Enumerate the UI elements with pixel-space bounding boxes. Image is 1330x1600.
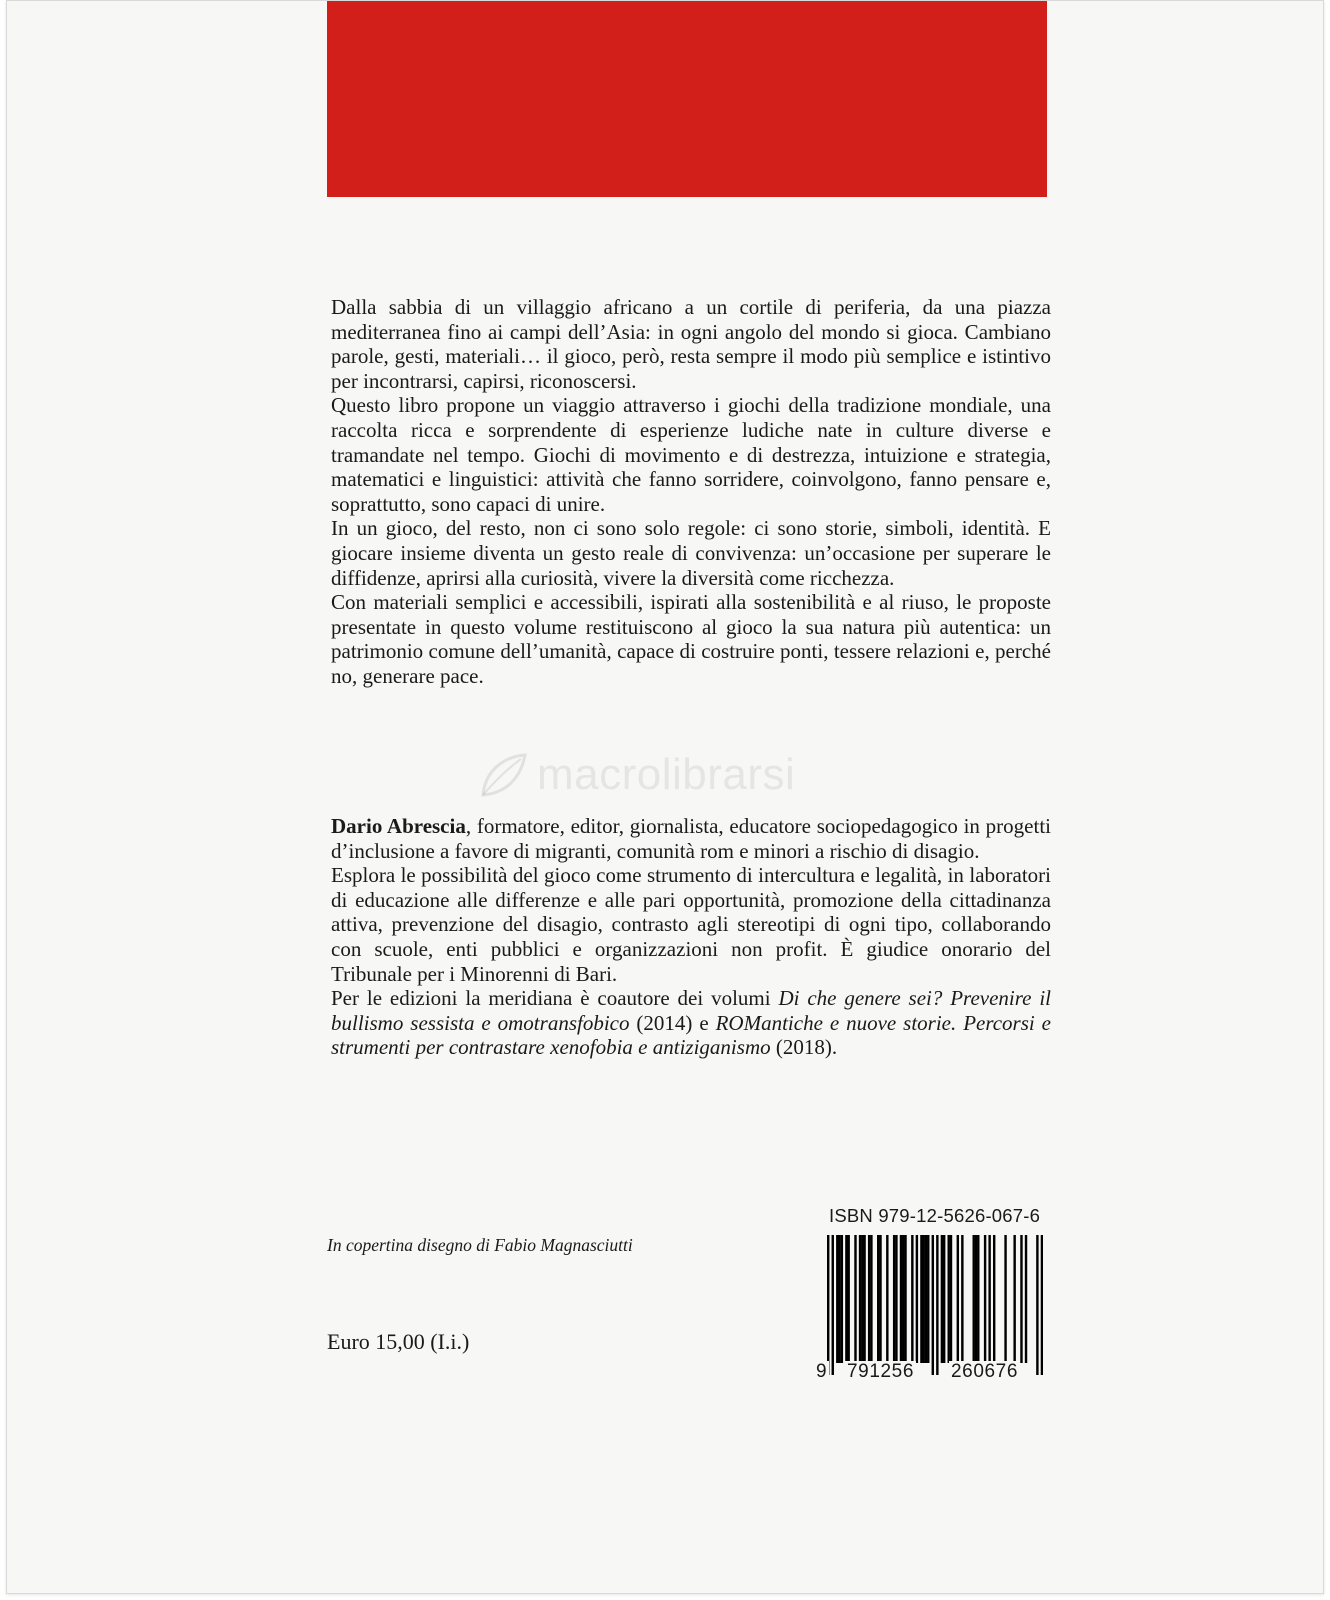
barcode-bar: [948, 1235, 950, 1363]
barcode-bar: [973, 1235, 975, 1363]
author-bio-paragraph: [331, 814, 1051, 863]
blurb-paragraph: In un gioco, del resto, non ci sono solo regole: ci sono storie, simboli, identità. E giocare insieme diventa un gesto reale di convivenza: un’occasione per superare le diffidenze, aprirsi alla curiosità, vivere la diversità come ricchezza.: [331, 516, 1051, 590]
author-bio-text: Per le edizioni la meridiana è coautore dei volumi: [331, 986, 779, 1011]
watermark-text: macrolibrarsi: [537, 750, 796, 799]
barcode-bar: [957, 1235, 959, 1363]
barcode-bar: [943, 1235, 945, 1363]
barcode-bar: [932, 1235, 934, 1375]
barcode-bar: [886, 1235, 888, 1363]
barcode-bar: [961, 1235, 963, 1363]
barcode-bar: [993, 1235, 995, 1363]
barcode-bar: [984, 1235, 986, 1363]
barcode-bar: [859, 1235, 861, 1363]
barcode-bar: [870, 1235, 872, 1363]
book-back-cover: [6, 0, 1324, 1594]
author-bio-paragraph: [331, 986, 1051, 1060]
ean-left-digits: 791256: [847, 1361, 915, 1382]
barcode-bar: [904, 1235, 906, 1363]
author-bio: [331, 814, 1051, 1060]
barcode-bar: [838, 1235, 840, 1363]
barcode-bar: [977, 1235, 979, 1363]
barcode-bar: [1013, 1235, 1015, 1363]
isbn-barcode-block: [815, 1205, 1045, 1405]
barcode-bar: [1025, 1235, 1027, 1363]
barcode-bar: [861, 1235, 863, 1363]
barcode-bar: [941, 1235, 943, 1363]
barcode-bar: [900, 1235, 902, 1363]
barcode-bar: [836, 1235, 838, 1363]
ean-right-digits: 260676: [951, 1361, 1019, 1382]
barcode-bar: [920, 1235, 922, 1363]
barcode-bar: [827, 1235, 829, 1375]
barcode-bar: [845, 1235, 847, 1363]
author-bio-text: (2014) e: [629, 1010, 716, 1035]
barcode-bar: [868, 1235, 870, 1363]
barcode-bar: [911, 1235, 913, 1363]
barcode-bar: [893, 1235, 895, 1363]
barcode-bar: [1036, 1235, 1038, 1375]
author-bio-paragraph: Esplora le possibilità del gioco come strumento di intercultura e legalità, in laboratori di educazione alle differenze e alle pari opportunità, promozione della cittadinanza attiva, prevenzione del disagio, contrasto agli stereotipi di ogni tipo, collaborando con scuole, enti pubblici e organizzazioni non profit. È giudice onorario del Tribunale per i Minorenni di Bari.: [331, 863, 1051, 986]
blurb-paragraph: Questo libro propone un viaggio attraverso i giochi della tradizione mondiale, una raccolta ricca e sorprendente di esperienze ludiche nate in culture diverse e tramandate nel tempo. Giochi di movimento e di destrezza, intuizione e strategia, matematici e linguistici: attività che fanno sorridere, coinvolgono, fanno pensare e, soprattutto, sono capaci di unire.: [331, 393, 1051, 516]
barcode-bar: [863, 1235, 865, 1363]
barcode-bar: [1041, 1235, 1043, 1375]
barcode-bar: [879, 1235, 881, 1363]
barcode-bar: [988, 1235, 990, 1363]
book-title: ROMantiche e nuove storie. Percorsi e strumenti per contrastare xenofobia e antiziganismo: [331, 1010, 1051, 1060]
barcode-bar: [975, 1235, 977, 1363]
author-intro: , formatore, editor, giornalista, educatore sociopedagogico in progetti d’inclusione a favore di migranti, comunità rom e minori a rischio di disagio.: [331, 814, 1051, 863]
book-blurb: [331, 295, 1051, 689]
leaf-logo-icon: [475, 749, 531, 801]
book-title: Di che genere sei? Prevenire il bullismo sessista e omotransfobico: [331, 986, 1051, 1035]
barcode: [827, 1235, 1043, 1375]
barcode-bar: [847, 1235, 849, 1363]
barcode-bar: [950, 1235, 952, 1363]
red-color-block: [327, 1, 1047, 197]
barcode-bar: [922, 1235, 924, 1363]
author-name: Dario Abrescia: [331, 814, 466, 838]
blurb-paragraph: Dalla sabbia di un villaggio africano a un cortile di periferia, da una piazza mediterranea fino ai campi dell’Asia: in ogni angolo del mondo si gioca. Cambiano parole, gesti, materiali… il gioco, però, resta sempre il modo più semplice e istintivo per incontrarsi, capirsi, riconoscersi.: [331, 295, 1051, 393]
barcode-bar: [854, 1235, 856, 1363]
ean-digits: [815, 1361, 1047, 1389]
author-bio-text: (2018).: [770, 1035, 838, 1060]
barcode-bar: [877, 1235, 879, 1363]
barcode-bar: [916, 1235, 918, 1363]
barcode-bar: [895, 1235, 897, 1363]
barcode-bar: [832, 1235, 834, 1375]
price-label: Euro 15,00 (I.i.): [327, 1329, 470, 1354]
barcode-bar: [841, 1235, 843, 1363]
barcode-bar: [925, 1235, 927, 1363]
barcode-bar: [1020, 1235, 1022, 1363]
barcode-bar: [902, 1235, 904, 1363]
barcode-bar: [1004, 1235, 1006, 1363]
watermark: [475, 749, 795, 801]
isbn-label: ISBN 979-12-5626-067-6: [829, 1205, 1041, 1226]
barcode-bar: [936, 1235, 938, 1375]
blurb-paragraph: Con materiali semplici e accessibili, ispirati alla sostenibilità e al riuso, le proposte presentate in questo volume restituiscono al gioco la sua natura più autentica: un patrimonio comune dell’umanità, capace di costruire ponti, tessere relazioni e, perché no, generare pace.: [331, 590, 1051, 688]
ean-first-digit: 9: [816, 1361, 827, 1382]
barcode-bar: [927, 1235, 929, 1363]
cover-illustration-credit: In copertina disegno di Fabio Magnasciutti: [327, 1235, 633, 1255]
